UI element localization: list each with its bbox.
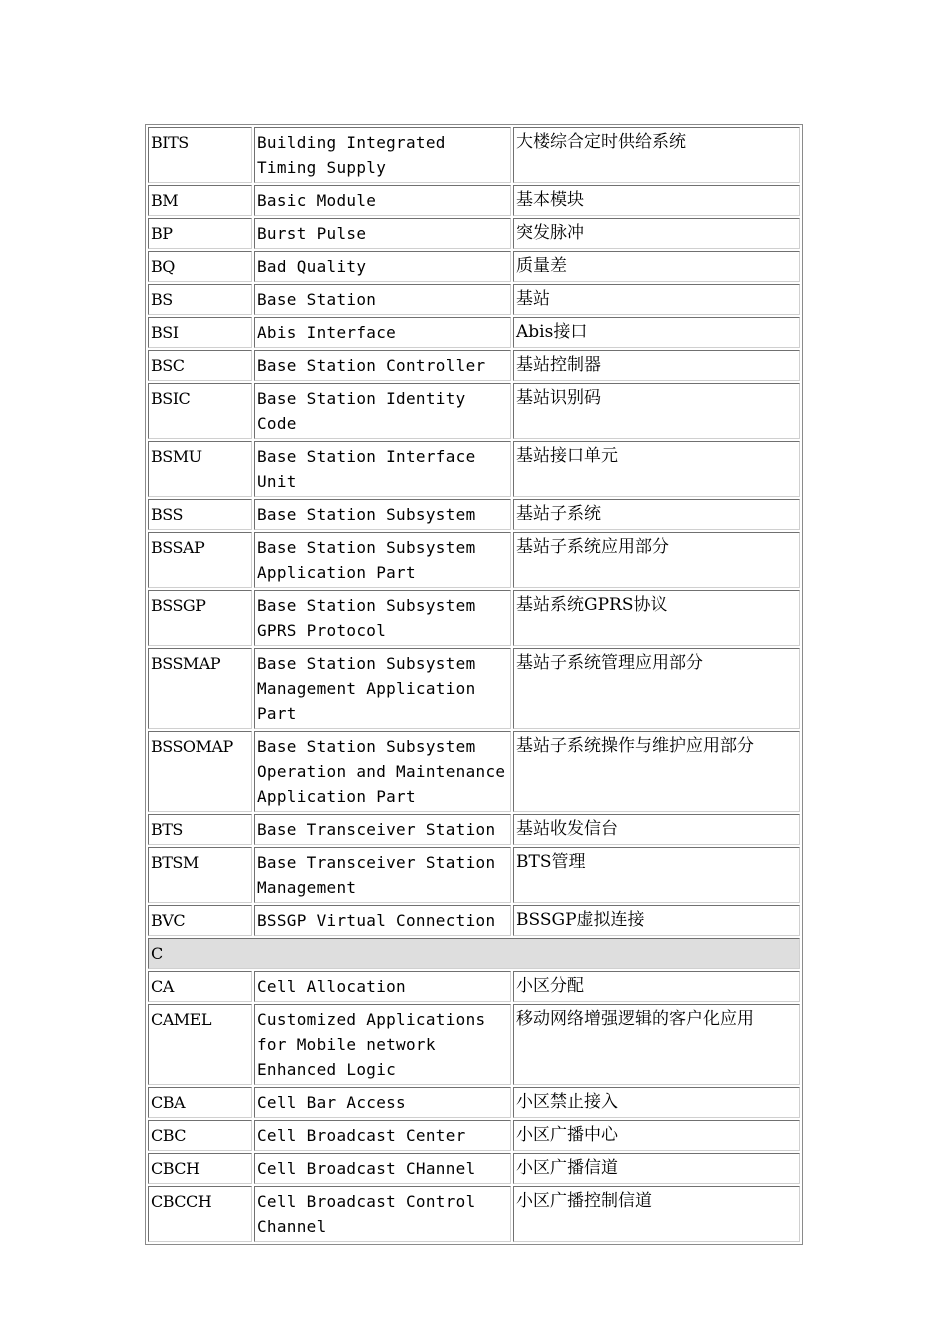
abbreviation-cell: CBA [148,1087,252,1118]
chinese-term-cell: 基站子系统管理应用部分 [513,648,800,729]
abbreviation-cell: BSIC [148,383,252,439]
table-row [148,383,800,439]
table-row [148,1120,800,1151]
english-term-cell: Building Integrated Timing Supply [254,127,511,183]
table-row [148,499,800,530]
english-term-cell: Customized Applications for Mobile network Enhanced Logic [254,1004,511,1085]
chinese-term-cell: 小区广播控制信道 [513,1186,800,1242]
abbreviation-cell: BSS [148,499,252,530]
chinese-term-cell: 质量差 [513,251,800,282]
chinese-term-cell: BSSGP虚拟连接 [513,905,800,936]
english-term-cell: Base Station Interface Unit [254,441,511,497]
abbreviation-cell: BQ [148,251,252,282]
abbreviation-cell: BSSMAP [148,648,252,729]
table-row [148,847,800,903]
table-row [148,251,800,282]
english-term-cell: Burst Pulse [254,218,511,249]
english-term-cell: Cell Broadcast Center [254,1120,511,1151]
chinese-term-cell: 基站系统GPRS协议 [513,590,800,646]
table-row [148,590,800,646]
english-term-cell: Base Station Subsystem [254,499,511,530]
chinese-term-cell: BTS管理 [513,847,800,903]
chinese-term-cell: Abis接口 [513,317,800,348]
table-row [148,317,800,348]
chinese-term-cell: 基站 [513,284,800,315]
table-row [148,731,800,812]
chinese-term-cell: 小区广播中心 [513,1120,800,1151]
english-term-cell: Basic Module [254,185,511,216]
table-row [148,1087,800,1118]
english-term-cell: Base Station Subsystem Management Application Part [254,648,511,729]
english-term-cell: Base Station Subsystem Application Part [254,532,511,588]
chinese-term-cell: 小区广播信道 [513,1153,800,1184]
chinese-term-cell: 基站子系统操作与维护应用部分 [513,731,800,812]
chinese-term-cell: 大楼综合定时供给系统 [513,127,800,183]
english-term-cell: Abis Interface [254,317,511,348]
english-term-cell: Cell Bar Access [254,1087,511,1118]
table-row [148,218,800,249]
english-term-cell: Base Station Subsystem Operation and Maintenance Application Part [254,731,511,812]
english-term-cell: BSSGP Virtual Connection [254,905,511,936]
table-row [148,1186,800,1242]
chinese-term-cell: 突发脉冲 [513,218,800,249]
chinese-term-cell: 移动网络增强逻辑的客户化应用 [513,1004,800,1085]
table-row [148,127,800,183]
section-header-row [148,938,800,969]
chinese-term-cell: 基站收发信台 [513,814,800,845]
english-term-cell: Cell Allocation [254,971,511,1002]
glossary-body [148,127,800,1242]
abbreviation-cell: BTS [148,814,252,845]
table-row [148,1004,800,1085]
english-term-cell: Base Station [254,284,511,315]
table-row [148,185,800,216]
chinese-term-cell: 小区禁止接入 [513,1087,800,1118]
english-term-cell: Base Station Subsystem GPRS Protocol [254,590,511,646]
chinese-term-cell: 基站子系统应用部分 [513,532,800,588]
chinese-term-cell: 小区分配 [513,971,800,1002]
abbreviation-cell: BITS [148,127,252,183]
english-term-cell: Base Transceiver Station [254,814,511,845]
abbreviation-cell: CA [148,971,252,1002]
abbreviation-cell: CAMEL [148,1004,252,1085]
abbreviation-cell: BSI [148,317,252,348]
table-row [148,350,800,381]
abbreviation-cell: BVC [148,905,252,936]
table-row [148,284,800,315]
table-row [148,814,800,845]
chinese-term-cell: 基站接口单元 [513,441,800,497]
table-row [148,441,800,497]
chinese-term-cell: 基站控制器 [513,350,800,381]
table-row [148,905,800,936]
abbreviation-cell: BSC [148,350,252,381]
abbreviation-cell: BS [148,284,252,315]
table-row [148,648,800,729]
table-row [148,971,800,1002]
chinese-term-cell: 基站子系统 [513,499,800,530]
english-term-cell: Base Transceiver Station Management [254,847,511,903]
abbreviation-cell: BSSAP [148,532,252,588]
section-letter: C [148,938,800,969]
chinese-term-cell: 基本模块 [513,185,800,216]
english-term-cell: Cell Broadcast Control Channel [254,1186,511,1242]
chinese-term-cell: 基站识别码 [513,383,800,439]
abbreviation-cell: CBCH [148,1153,252,1184]
table-row [148,1153,800,1184]
english-term-cell: Bad Quality [254,251,511,282]
abbreviation-cell: BSSOMAP [148,731,252,812]
english-term-cell: Base Station Controller [254,350,511,381]
abbreviation-cell: BP [148,218,252,249]
english-term-cell: Base Station Identity Code [254,383,511,439]
abbreviation-cell: BM [148,185,252,216]
abbreviation-cell: BSMU [148,441,252,497]
abbreviation-cell: BTSM [148,847,252,903]
table-row [148,532,800,588]
english-term-cell: Cell Broadcast CHannel [254,1153,511,1184]
abbreviation-cell: BSSGP [148,590,252,646]
abbreviation-cell: CBC [148,1120,252,1151]
abbreviation-cell: CBCCH [148,1186,252,1242]
glossary-table [145,124,803,1245]
